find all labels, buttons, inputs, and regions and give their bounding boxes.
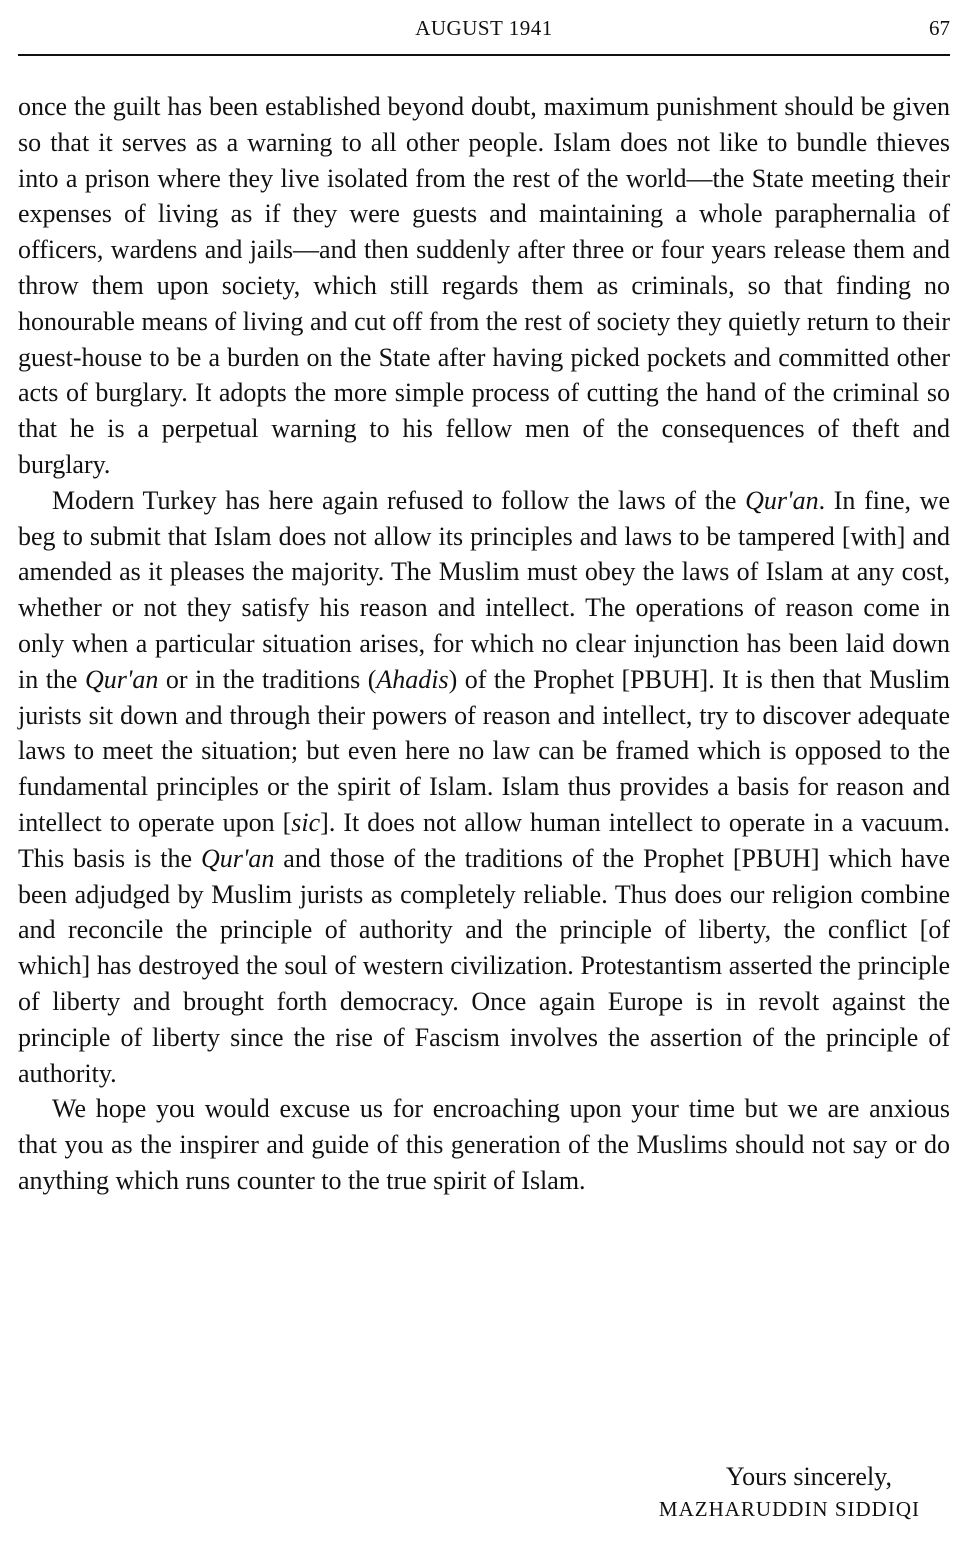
page-header bbox=[18, 12, 950, 42]
text-run: Modern Turkey has here again refused to follow the laws of the bbox=[52, 485, 746, 515]
text-run: ]. It does not allow human intellect to operate in a vacuum. This basis is the bbox=[18, 807, 951, 873]
italic-run: Ahadis bbox=[376, 664, 449, 694]
letter-body bbox=[18, 89, 950, 1199]
text-run: ) of the Prophet [PBUH]. It is then that Muslim jurists sit down and through their powers of reason and intellect, try to discover adequate laws to meet the situation; but even here no law can be framed which is opposed to the fundamental principles or the spirit of Islam. Islam thus provides a basis for reason and intellect to operate upon [ bbox=[18, 664, 951, 837]
italic-run: Qur'an bbox=[200, 843, 275, 873]
text-run: once the guilt has been established beyond doubt, maximum punishment should be given so that it serves as a warning to all other people. Islam does not like to bundle thieves into a prison where they live isolated from the rest of the world—the State meeting their expenses of living as if they were guests and maintaining a whole paraphernalia of officers, wardens and jails—and then suddenly after three or four years release them and throw them upon society, which still regards them as criminals, so that finding no honourable means of living and cut off from the rest of society they quietly return to their guest-house to be a burden on the State after having picked pockets and committed other acts of burglary. It adopts the more simple process of cutting the hand of the criminal so that he is a perpetual warning to his fellow men of the consequences of theft and burglary. bbox=[18, 92, 950, 479]
signatory-name: MAZHARUDDIN SIDDIQI bbox=[658, 1497, 920, 1521]
text-run: We hope you would excuse us for encroaching upon your time but we are anxious that you as the inspirer and guide of this generation of the Muslims should not say or do anything which runs counter to the true spirit of Islam. bbox=[18, 1094, 950, 1195]
running-head: AUGUST 1941 bbox=[415, 16, 553, 40]
text-run: or in the traditions ( bbox=[158, 664, 377, 694]
italic-run: Qur'an bbox=[745, 485, 819, 515]
text-run: . In fine, we beg to submit that Islam does not allow its principles and laws to be tampered [with] and amended as it pleases the majority. The Muslim must obey the laws of Islam at any cost, whether or not they satisfy his reason and intellect. The operations of reason come in only when a particular situation arises, for which no clear injunction has been laid down in the bbox=[18, 485, 950, 694]
paragraph-3 bbox=[18, 1091, 950, 1198]
closing-salutation: Yours sincerely, bbox=[725, 1462, 892, 1491]
header-rule bbox=[18, 54, 950, 56]
italic-run: Qur'an bbox=[84, 664, 159, 694]
page-number: 67 bbox=[929, 16, 950, 40]
paragraph-2 bbox=[18, 483, 950, 1092]
text-run: and those of the traditions of the Prophet [PBUH] which have been adjudged by Muslim jurists as completely reliable. Thus does our religion combine and reconcile the principle of authority and the principle of liberty, the conflict [of which] has destroyed the soul of western civilization. Protestantism asserted the principle of liberty and brought forth democracy. Once again Europe is in revolt against the principle of liberty since the rise of Fascism involves the assertion of the principle of authority. bbox=[18, 843, 950, 1088]
italic-run: sic bbox=[291, 807, 321, 837]
paragraph-1 bbox=[18, 89, 950, 483]
